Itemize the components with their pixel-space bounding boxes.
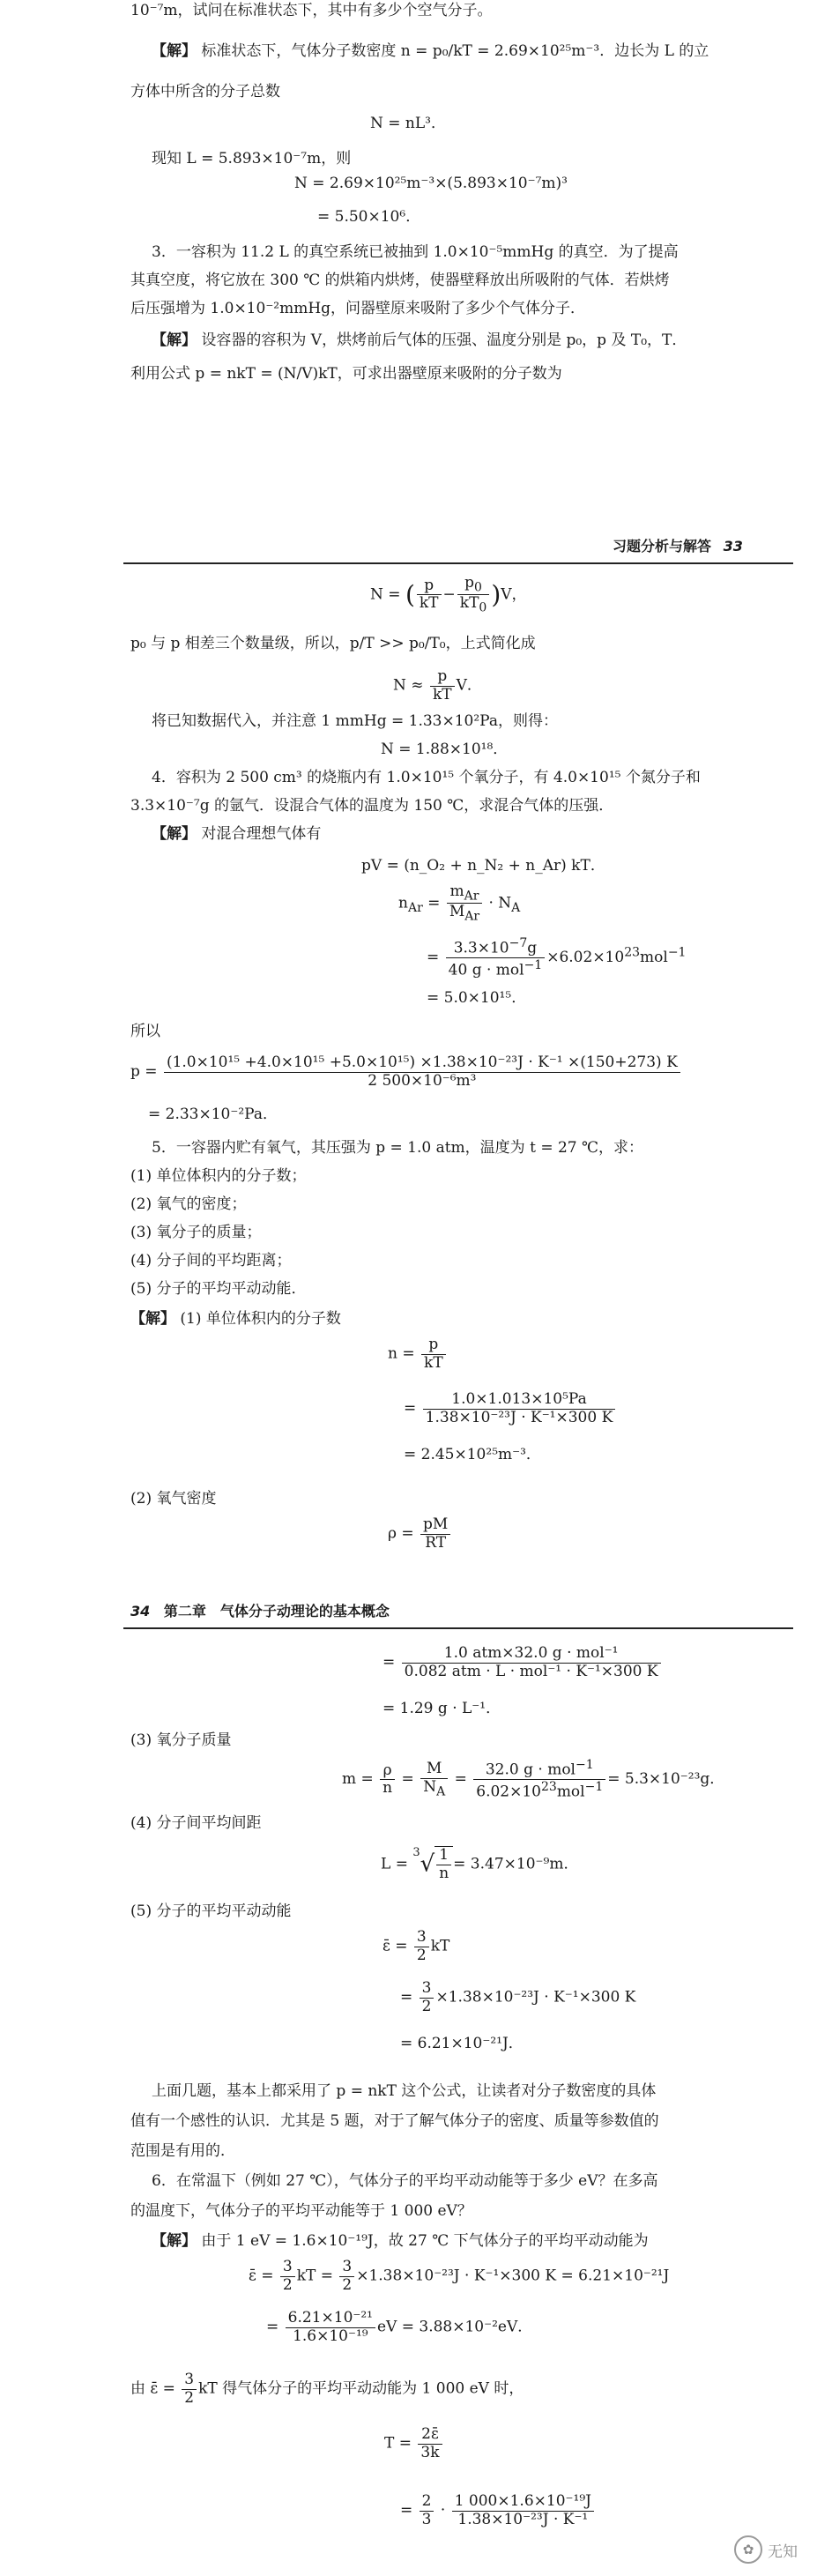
eq-eps-ev: = $\frac{\text{6.21×10⁻²¹}}{\text{1.6×10⁻¹⁹}}$ eV = 3.88×10⁻²eV． (266, 2309, 533, 2345)
solution-text: 标准状态下，气体分子数密度 n = p₀/kT = 2.69×10²⁵m⁻³．边长为 L 的立 (201, 42, 709, 60)
question-5-item-1: (1) 单位体积内的分子数； (130, 1167, 307, 1185)
eq-eps-ev-result: eV = 3.88×10⁻²eV． (377, 2318, 533, 2336)
solution-4-line1 (152, 825, 321, 843)
solution-3-line3: p₀ 与 p 相差三个数量级，所以，p/T >> p₀/T₀，上式简化成 (130, 635, 536, 652)
solution-5-line3: (3) 氧分子质量 (130, 1731, 232, 1749)
eq-rho-values: = 1.0 atm×32.0 g · mol⁻¹ 0.082 atm · L · mol⁻¹ · K⁻¹×300 K (383, 1645, 663, 1680)
eq-N-line2: = 5.50×10⁶． (317, 208, 421, 226)
question-5-item-2: (2) 氧气的密度； (130, 1195, 247, 1213)
solution-5-line4: (4) 分子间平均间距 (130, 1814, 262, 1832)
solution-5-line5: (5) 分子的平均平动动能 (130, 1902, 292, 1920)
solution-tag: 【解】 (152, 2232, 197, 2250)
solution-4-so: 所以 (130, 1023, 160, 1040)
solution-text: 设容器的容积为 V，烘烤前后气体的压强、温度分别是 p₀，p 及 T₀，T． (201, 331, 687, 349)
eq-N-approx: N ≈ $\frac{p}{kT}$ V． (393, 667, 482, 704)
solution-text: 对混合理想气体有 (201, 825, 322, 843)
solution-5-line2: (2) 氧气密度 (130, 1490, 217, 1508)
eq-N-line1: N = 2.69×10²⁵m⁻³×(5.893×10⁻⁷m)³ (294, 175, 568, 192)
eq-pV: pV = (n_O₂ + n_N₂ + n_Ar) kT． (361, 857, 605, 875)
eq-rho-numerator: 1.0 atm×32.0 g · mol⁻¹ (402, 1645, 661, 1664)
eq-p-result: = 2.33×10⁻²Pa． (148, 1106, 278, 1123)
eq-N-nL3: N = nL³． (370, 115, 446, 132)
question-5-item-4: (4) 分子间的平均距离； (130, 1252, 292, 1269)
eq-n-numerator: 1.0×1.013×10⁵Pa (423, 1391, 616, 1410)
watermark (734, 2535, 798, 2564)
question-5-line1: 5．一容器内贮有氧气，其压强为 p = 1.0 atm，温度为 t = 27 ℃，求： (152, 1139, 644, 1157)
solution-tag: 【解】 (152, 42, 197, 60)
question-4-line2: 3.3×10⁻⁷g 的氩气．设混合气体的温度为 150 ℃，求混合气体的压强． (130, 797, 614, 815)
solution-3-result: N = 1.88×10¹⁸． (381, 741, 509, 758)
comment-line1: 上面几题，基本上都采用了 p = nkT 这个公式，让读者对分子数密度的具体 (152, 2082, 657, 2100)
solution-1-cont: 方体中所含的分子总数 (130, 83, 280, 101)
page-header-title: 第二章 气体分子动理论的基本概念 (163, 1603, 390, 1619)
page-33-header (613, 538, 743, 555)
eq-p-denominator: 2 500×10⁻⁶m³ (368, 1071, 477, 1090)
eq-n-values: = $\frac{\text{1.0×1.013×10⁵Pa}}{\text{1.38×10⁻²³J · K⁻¹×300 K}}$ (404, 1391, 617, 1426)
page-33-rule (123, 562, 793, 564)
question-6-line1: 6．在常温下（例如 27 ℃），气体分子的平均平动动能等于多少 eV？在多高 (152, 2172, 658, 2190)
eq-n-denominator: 1.38×10⁻²³J · K⁻¹×300 K (425, 1408, 613, 1426)
eq-rho-denominator: 0.082 atm · L · mol⁻¹ · K⁻¹×300 K (404, 1662, 658, 1680)
eq-T-numerator: 1 000×1.6×10⁻¹⁹J (452, 2493, 594, 2512)
eq-n-result: = 2.45×10²⁵m⁻³． (404, 1446, 541, 1463)
eq-eps-27C: ε̄ = $\frac{3}{2}$ kT = $\frac{3}{2}$ ×1.38×10⁻²³J · K⁻¹×300 K = 6.21×10⁻²¹J (249, 2258, 670, 2294)
eq-m: m = $\frac{\rho}{n}$ = $\frac{M}{N_A}$ = 32.0 g · mol$^{-1}$ $6.02\times 10^{23}mol^{-1}$ = 5.3×10⁻²³g． (342, 1758, 725, 1801)
known-L: 现知 L = 5.893×10⁻⁷m，则 (152, 150, 352, 168)
solution-text: (1) 单位体积内的分子数 (180, 1310, 341, 1328)
question-5-item-5: (5) 分子的平均平动动能． (130, 1280, 307, 1298)
solution-text: 由于 1 eV = 1.6×10⁻¹⁹J，故 27 ℃ 下气体分子的平均平动动能为 (201, 2232, 649, 2250)
comment-line2: 值有一个感性的认识．尤其是 5 题，对于了解气体分子的密度、质量等参数值的 (130, 2112, 659, 2130)
eq-T-denominator: 1.38×10⁻²³J · K⁻¹ (457, 2510, 589, 2528)
solution-3-line2: 利用公式 p = nkT = (N/V)kT，可求出器壁原来吸附的分子数为 (130, 365, 562, 383)
solution-tag: 【解】 (130, 1310, 175, 1328)
solution-tag: 【解】 (152, 825, 197, 843)
solution-6-line1 (152, 2232, 649, 2250)
eq-eps-def: ε̄ = $\frac{3}{2}$ kT (383, 1928, 450, 1964)
page-34-header (130, 1603, 390, 1619)
watermark-text: 无知 (768, 2542, 798, 2561)
solution-3-line1 (152, 331, 687, 349)
question-6-line2: 的温度下，气体分子的平均平动能等于 1 000 eV？ (130, 2202, 472, 2220)
solution-6-line2: 由 ε̄ = $\frac{3}{2}$ kT 得气体分子的平均平动动能为 1 000 eV 时， (130, 2371, 524, 2407)
question-5-item-3: (3) 氧分子的质量； (130, 1224, 262, 1241)
eq-eps-27C-text: ×1.38×10⁻²³J · K⁻¹×300 K = 6.21×10⁻²¹J (356, 2267, 670, 2285)
eq-eps-result: = 6.21×10⁻²¹J． (400, 2035, 524, 2052)
page-number: 33 (723, 538, 743, 555)
top-line: 10⁻⁷m，试问在标准状态下，其中有多少个空气分子。 (130, 2, 493, 19)
solution-1 (152, 42, 709, 60)
eq-n-def: n = $\frac{p}{kT}$ (388, 1336, 448, 1372)
eq-eps-ev-numerator: 6.21×10⁻²¹ (286, 2310, 375, 2328)
eq-T-def: T = $\frac{2\varepsilon̄}{3k}$ (384, 2426, 444, 2461)
page-number: 34 (130, 1603, 151, 1619)
eq-nAr: $n_{Ar}$ = $m_{Ar}$ $M_{Ar}$ · $N_A$ (398, 882, 521, 924)
eq-eps-values: = $\frac{3}{2}$ ×1.38×10⁻²³J · K⁻¹×300 K (400, 1979, 636, 2015)
solution-5-line1 (130, 1310, 341, 1328)
question-3-line3: 后压强增为 1.0×10⁻²mmHg，问器壁原来吸附了多少个气体分子． (130, 300, 586, 317)
solution-3-line4: 将已知数据代入，并注意 1 mmHg = 1.33×10²Pa，则得： (152, 712, 558, 730)
eq-T-values: = $\frac{2}{3}$ · $\frac{\text{1 000×1.6×10⁻¹⁹J}}{\text{1.38×10⁻²³J · K⁻¹}}$ (400, 2493, 596, 2528)
wechat-logo-icon: ✿ (734, 2535, 762, 2564)
eq-p-numerator: (1.0×10¹⁵ +4.0×10¹⁵ +5.0×10¹⁵) ×1.38×10⁻²³J · K⁻¹ ×(150+273) K (164, 1054, 680, 1073)
eq-nAr-values: = $3.3\times 10^{-7}g$ 40 g · mol$^{-1}$ $\times 6.02\times 10^{23}mol^{-1}$ (427, 936, 687, 979)
eq-rho-result: = 1.29 g · L⁻¹． (383, 1700, 501, 1717)
eq-rho-def: ρ = $\frac{pM}{RT}$ (388, 1516, 452, 1552)
eq-eps-values-text: ×1.38×10⁻²³J · K⁻¹×300 K (435, 1988, 636, 2006)
solution-tag: 【解】 (152, 331, 197, 349)
eq-L: L = $^3$√ $\frac{1}{n}$ = 3.47×10⁻⁹m． (381, 1846, 579, 1882)
page-header-title: 习题分析与解答 (613, 538, 712, 555)
solution-6-line2-text: 得气体分子的平均平动动能为 1 000 eV 时， (222, 2379, 524, 2398)
eq-p-mixed: p = (1.0×10¹⁵ +4.0×10¹⁵ +5.0×10¹⁵) ×1.38×10⁻²³J · K⁻¹ ×(150+273) K 2 500×10⁻⁶m³ (130, 1054, 682, 1090)
question-3-line2: 其真空度，将它放在 300 ℃ 的烘箱内烘烤，使器壁释放出所吸附的气体．若烘烤 (130, 272, 670, 289)
question-3-line1: 3．一容积为 11.2 L 的真空系统已被抽到 1.0×10⁻⁵mmHg 的真空．为了提高 (152, 243, 679, 261)
eq-eps-ev-denominator: 1.6×10⁻¹⁹ (293, 2327, 368, 2345)
eq-L-result: = 3.47×10⁻⁹m． (453, 1855, 579, 1873)
comment-line3: 范围是有用的． (130, 2142, 235, 2160)
eq-nAr-result: = 5.0×10¹⁵． (427, 989, 527, 1007)
eq-m-result: = 5.3×10⁻²³g． (607, 1770, 725, 1789)
page-34-rule (123, 1627, 793, 1629)
eq-N-full: N = ( $\frac{p}{kT}$ − $\frac{p_0}{kT_0}$ )V， (370, 574, 527, 615)
question-4-line1: 4．容积为 2 500 cm³ 的烧瓶内有 1.0×10¹⁵ 个氧分子，有 4.0×10¹⁵ 个氮分子和 (152, 769, 701, 786)
